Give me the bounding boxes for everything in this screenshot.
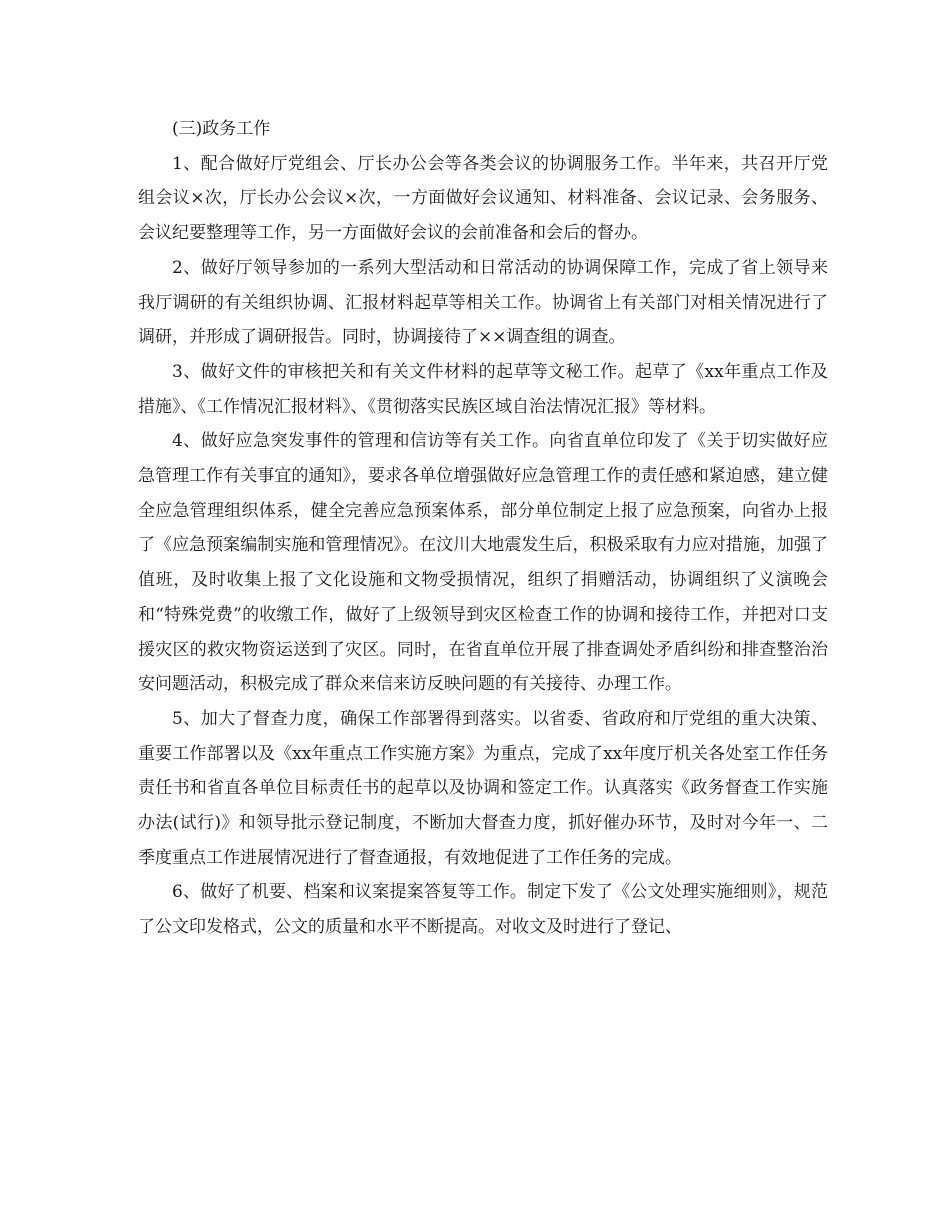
paragraph-5: 5、加大了督查力度，确保工作部署得到落实。以省委、省政府和厅党组的重大决策、重要工作部署以及《xx年重点工作实施方案》为重点，完成了xx年度厅机关各处室工作任务责任书和省直各单位目标责任书的起草以及协调和签定工作。认真落实《政务督查工作实施办法(试行)》和领导批示登记制度，不断加大督查力度，抓好催办环节，及时对今年一、二季度重点工作进展情况进行了督查通报，有效地促进了工作任务的完成。 <box>138 708 828 868</box>
section-heading: (三)政务工作 <box>172 119 271 139</box>
paragraph-2: 2、做好厅领导参加的一系列大型活动和日常活动的协调保障工作，完成了省上领导来我厅调研的有关组织协调、汇报材料起草等相关工作。协调省上有关部门对相关情况进行了调研，并形成了调研报告。同时，协调接待了××调查组的调查。 <box>138 257 828 348</box>
paragraph-1: 1、配合做好厅党组会、厅长办公会等各类会议的协调服务工作。半年来，共召开厅党组会议×次，厅长办公会议×次，一方面做好会议通知、材料准备、会议记录、会务服务、会议纪要整理等工作，另一方面做好会议的会前准备和会后的督办。 <box>138 153 828 244</box>
paragraph-3: 3、做好文件的审核把关和有关文件材料的起草等文秘工作。起草了《xx年重点工作及措施》、《工作情况汇报材料》、《贯彻落实民族区域自治法情况汇报》等材料。 <box>138 361 828 417</box>
paragraph-4: 4、做好应急突发事件的管理和信访等有关工作。向省直单位印发了《关于切实做好应急管理工作有关事宜的通知》，要求各单位增强做好应急管理工作的责任感和紧迫感，建立健全应急管理组织体系，健全完善应急预案体系，部分单位制定上报了应急预案，向省办上报了《应急预案编制实施和管理情况》。在汶川大地震发生后，积极采取有力应对措施，加强了值班，及时收集上报了文化设施和文物受损情况，组织了捐赠活动，协调组织了义演晚会和“特殊党费”的收缴工作，做好了上级领导到灾区检查工作的协调和接待工作，并把对口支援灾区的救灾物资运送到了灾区。同时，在省直单位开展了排查调处矛盾纠纷和排查整治治安问题活动，积极完成了群众来信来访反映问题的有关接待、办理工作。 <box>138 431 828 695</box>
document-body <box>138 112 828 945</box>
paragraph-6: 6、做好了机要、档案和议案提案答复等工作。制定下发了《公文处理实施细则》，规范了公文印发格式，公文的质量和水平不断提高。对收文及时进行了登记、 <box>138 882 828 938</box>
